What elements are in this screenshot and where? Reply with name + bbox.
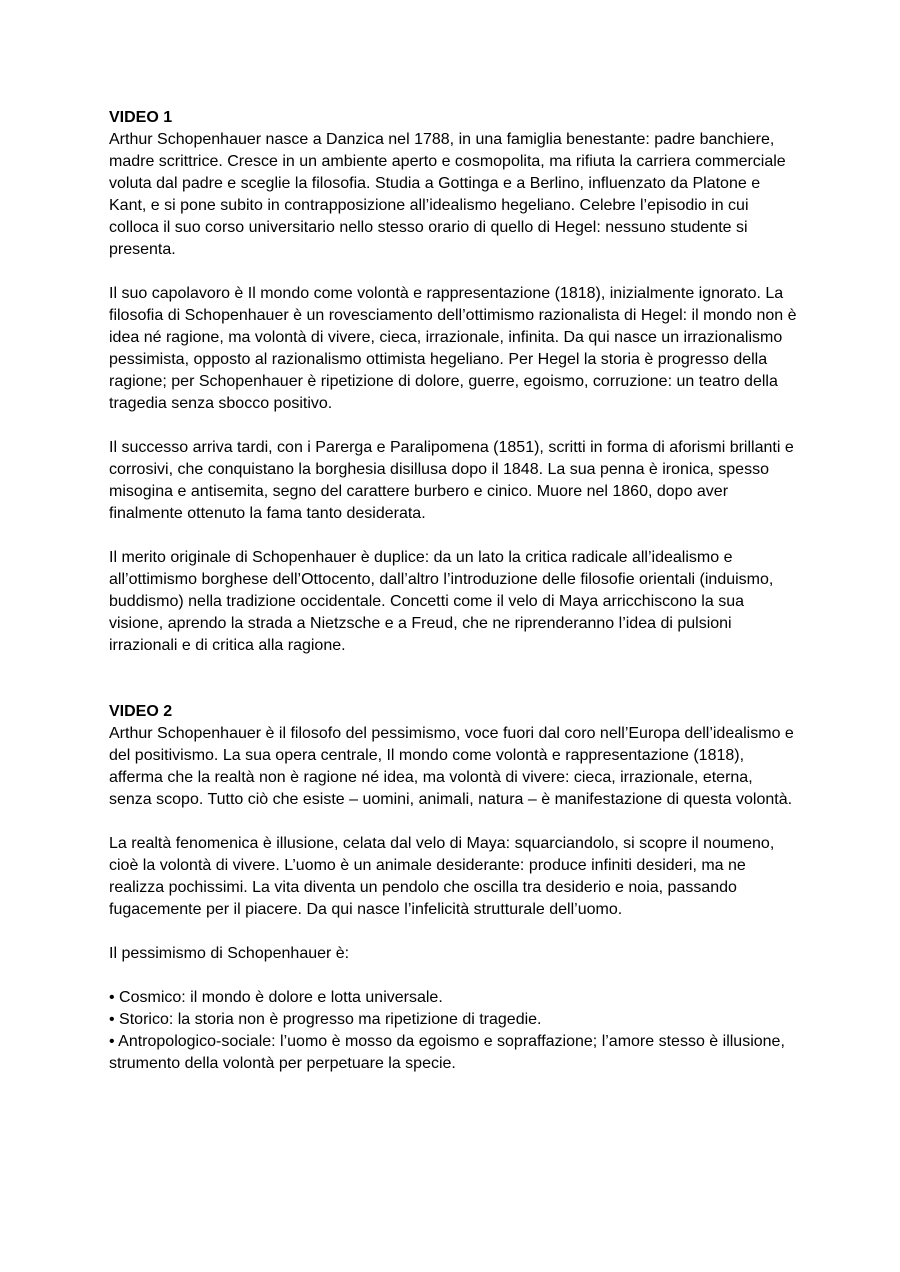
video-1-section <box>109 107 799 657</box>
list-item-cosmico: • Cosmico: il mondo è dolore e lotta universale. <box>109 989 443 1006</box>
video-1-paragraph-1: Arthur Schopenhauer nasce a Danzica nel 1788, in una famiglia benestante: padre banchiere, madre scrittrice. Cresce in un ambiente aperto e cosmopolita, ma rifiuta la carriera commerciale voluta dal padre e sceglie la filosofia. Studia a Gottinga e a Berlino, influenzato da Platone e Kant, e si pone subito in contrapposizione all’idealismo hegeliano. Celebre l’episodio in cui colloca il suo corso universitario nello stesso orario di quello di Hegel: nessuno studente si presenta. <box>109 131 786 258</box>
video-2-paragraph-2: La realtà fenomenica è illusione, celata dal velo di Maya: squarciandolo, si scopre il noumeno, cioè la volontà di vivere. L’uomo è un animale desiderante: produce infiniti desideri, ma ne realizza pochissimi. La vita diventa un pendolo che oscilla tra desiderio e noia, passando fugacemente per il piacere. Da qui nasce l’infelicità strutturale dell’uomo. <box>109 835 775 918</box>
video-1-paragraph-4: Il merito originale di Schopenhauer è duplice: da un lato la critica radicale all’idealismo e all’ottimismo borghese dell’Ottocento, dall’altro l’introduzione delle filosofie orientali (induismo, buddismo) nella tradizione occidentale. Concetti come il velo di Maya arricchiscono la sua visione, aprendo la strada a Nietzsche e a Freud, che ne riprenderanno l’idea di pulsioni irrazionali e di critica alla ragione. <box>109 549 774 654</box>
video-2-paragraph-1: Arthur Schopenhauer è il filosofo del pessimismo, voce fuori dal coro nell’Europa dell’idealismo e del positivismo. La sua opera centrale, Il mondo come volontà e rappresentazione (1818), afferma che la realtà non è ragione né idea, ma volontà di vivere: cieca, irrazionale, eterna, senza scopo. Tutto ciò che esiste – uomini, animali, natura – è manifestazione di questa volontà. <box>109 725 794 808</box>
document-page <box>109 107 799 1075</box>
list-item-storico: • Storico: la storia non è progresso ma ripetizione di tragedie. <box>109 1011 542 1028</box>
section-spacer <box>109 679 799 701</box>
video-1-paragraph-3: Il successo arriva tardi, con i Parerga e Paralipomena (1851), scritti in forma di aforismi brillanti e corrosivi, che conquistano la borghesia disillusa dopo il 1848. La sua penna è ironica, spesso misogina e antisemita, segno del carattere burbero e cinico. Muore nel 1860, dopo aver finalmente ottenuto la fama tanto desiderata. <box>109 439 794 522</box>
video-2-paragraph-3: Il pessimismo di Schopenhauer è: <box>109 945 350 962</box>
video-1-paragraph-2: Il suo capolavoro è Il mondo come volontà e rappresentazione (1818), inizialmente ignorato. La filosofia di Schopenhauer è un rovesciamento dell’ottimismo razionalista di Hegel: il mondo non è idea né ragione, ma volontà di vivere, cieca, irrazionale, infinita. Da qui nasce un irrazionalismo pessimista, opposto al razionalismo ottimista hegeliano. Per Hegel la storia è progresso della ragione; per Schopenhauer è ripetizione di dolore, guerre, egoismo, corruzione: un teatro della tragedia senza sbocco positivo. <box>109 285 797 412</box>
list-item-antropologico-sociale: • Antropologico-sociale: l’uomo è mosso da egoismo e sopraffazione; l’amore stesso è illusione, strumento della volontà per perpetuare la specie. <box>109 1033 785 1072</box>
video-1-title: VIDEO 1 <box>109 109 173 126</box>
video-2-title: VIDEO 2 <box>109 703 173 720</box>
video-2-section <box>109 701 799 1075</box>
pessimism-types-list <box>109 987 799 1075</box>
